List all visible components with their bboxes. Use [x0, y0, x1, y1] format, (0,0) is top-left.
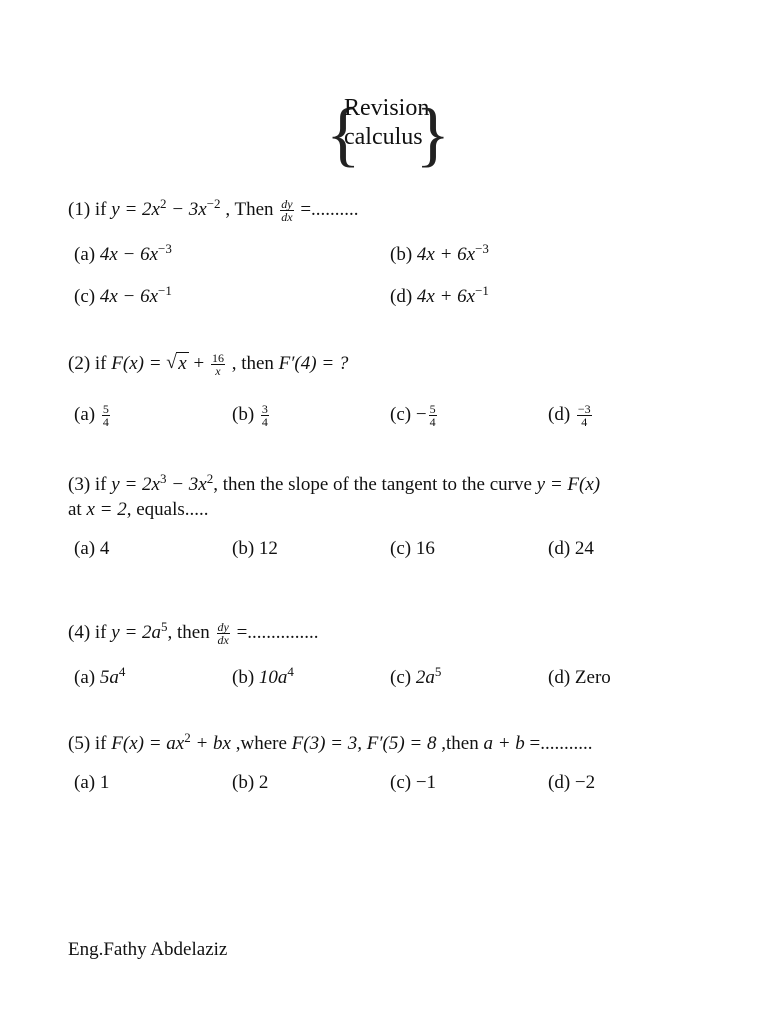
q5-then: ,then — [436, 733, 484, 754]
q2-option-c-fraction — [429, 403, 437, 428]
q2-option-a[interactable] — [74, 403, 112, 428]
q4-option-c-base: 2a — [415, 667, 435, 688]
q1-exp1: 2 — [159, 196, 167, 211]
q1-option-a-base: 4x − 6x — [99, 244, 159, 265]
q5-expr-b: + bx — [190, 733, 231, 754]
q3-exp2: 2 — [206, 471, 214, 486]
question-3-line-2 — [68, 498, 209, 522]
left-brace-icon: { — [326, 94, 361, 174]
q2-option-c-label: (c) — [390, 404, 416, 425]
q2-frac-num: 16 — [211, 351, 224, 366]
q4-option-b[interactable] — [232, 666, 294, 690]
q4-frac-den: dx — [217, 633, 229, 648]
q4-expr: y = 2a — [111, 622, 162, 643]
q1-option-c-label: (c) — [74, 286, 100, 307]
q4-option-a-exp: 4 — [118, 664, 126, 679]
q1-exp2: −2 — [206, 196, 221, 211]
title-line-2: calculus — [344, 124, 423, 150]
q2-option-b[interactable] — [232, 403, 271, 428]
q4-option-a-base: 5a — [99, 667, 119, 688]
q3-expr-b: − 3x — [166, 474, 207, 495]
q1-expr-b: − 3x — [166, 199, 207, 220]
worksheet-title — [326, 94, 450, 176]
q3-exp1: 3 — [159, 471, 167, 486]
q1-option-b[interactable] — [390, 243, 489, 267]
q5-cond: F(3) = 3, F′(5) = 8 — [291, 733, 437, 754]
q5-expr-a: F(x) = ax — [111, 733, 185, 754]
q1-option-b-base: 4x + 6x — [416, 244, 476, 265]
q1-option-c[interactable] — [74, 285, 172, 309]
q2-option-d-den: 4 — [577, 415, 592, 428]
q1-option-d[interactable] — [390, 285, 489, 309]
sqrt-icon — [166, 352, 188, 376]
q1-option-c-exp: −1 — [158, 283, 172, 298]
question-4 — [68, 621, 319, 646]
q3-option-c[interactable]: (c) 16 — [390, 538, 435, 559]
q1-suffix: =.......... — [295, 199, 359, 220]
q1-prefix: (1) if — [68, 199, 112, 220]
q2-option-d-label: (d) — [548, 404, 575, 425]
q1-option-a-exp: −3 — [158, 241, 172, 256]
q4-frac-num: dy — [217, 620, 229, 635]
q2-option-a-label: (a) — [74, 404, 100, 425]
q1-frac-den: dx — [281, 210, 293, 225]
q2-option-c-num: 5 — [429, 402, 436, 417]
q2-option-d-num: −3 — [577, 402, 591, 417]
q4-option-b-base: 10a — [258, 667, 288, 688]
author-name: Eng.Fathy Abdelaziz — [68, 939, 228, 960]
q3-option-d[interactable]: (d) 24 — [548, 538, 594, 559]
q3-expr-a: y = 2x — [111, 474, 160, 495]
q1-expr-a: y = 2x — [111, 199, 160, 220]
q1-then: , Then — [220, 199, 279, 220]
q5-prefix: (5) if — [68, 733, 112, 754]
q2-option-a-fraction — [102, 403, 110, 428]
question-1 — [68, 198, 359, 223]
q4-option-a[interactable] — [74, 666, 125, 690]
title-line-1: Revision — [344, 95, 430, 121]
q4-option-c-label: (c) — [390, 667, 416, 688]
q2-lhs: F(x) = — [111, 353, 167, 374]
question-5 — [68, 732, 593, 756]
q4-derivative-fraction — [217, 621, 230, 646]
q4-option-c[interactable] — [390, 666, 441, 690]
q2-then: , then — [226, 353, 279, 374]
q1-derivative-fraction — [280, 198, 293, 223]
q2-prefix: (2) if — [68, 353, 112, 374]
q2-rhs: F′(4) = ? — [278, 353, 349, 374]
q1-option-c-base: 4x − 6x — [99, 286, 159, 307]
q2-option-c-den: 4 — [429, 415, 436, 430]
q5-where: ,where — [230, 733, 292, 754]
q2-option-b-label: (b) — [232, 404, 259, 425]
q5-exp: 2 — [184, 730, 191, 745]
question-3 — [68, 473, 600, 497]
q1-option-a[interactable] — [74, 243, 172, 267]
q1-option-d-base: 4x + 6x — [416, 286, 476, 307]
q3-option-b[interactable]: (b) 12 — [232, 538, 278, 559]
q3-middle: , then the slope of the tangent to the curve — [213, 474, 537, 495]
q1-frac-num: dy — [281, 197, 293, 212]
right-brace-icon: } — [415, 94, 450, 174]
q2-option-a-den: 4 — [102, 415, 109, 430]
q5-ask: a + b — [483, 733, 525, 754]
q5-option-a[interactable]: (a) 1 — [74, 772, 110, 793]
q4-option-b-label: (b) — [232, 667, 259, 688]
q1-option-a-label: (a) — [74, 244, 100, 265]
q4-option-a-label: (a) — [74, 667, 100, 688]
q4-option-c-exp: 5 — [434, 664, 442, 679]
q2-option-b-num: 3 — [261, 402, 268, 417]
q5-option-c[interactable]: (c) −1 — [390, 772, 437, 793]
q4-exp: 5 — [161, 619, 168, 634]
q5-option-b[interactable]: (b) 2 — [232, 772, 269, 793]
q2-option-c-sign: − — [415, 404, 427, 425]
q3-line2-b: , equals..... — [126, 499, 209, 520]
q2-option-b-fraction — [261, 403, 269, 428]
q2-option-d[interactable] — [548, 403, 594, 428]
q4-then: , then — [167, 622, 215, 643]
q4-option-d[interactable] — [548, 666, 611, 690]
q1-option-b-label: (b) — [390, 244, 417, 265]
q2-option-a-num: 5 — [102, 402, 109, 417]
q1-option-d-label: (d) — [390, 286, 417, 307]
q2-option-c[interactable] — [390, 403, 439, 428]
q5-option-d[interactable]: (d) −2 — [548, 772, 596, 793]
q5-suffix: =........... — [524, 733, 593, 754]
q3-at: x = 2 — [86, 499, 127, 520]
q4-option-b-exp: 4 — [287, 664, 294, 679]
q1-option-d-exp: −1 — [475, 283, 489, 298]
q3-curve: y = F(x) — [536, 474, 601, 495]
q3-option-a[interactable]: (a) 4 — [74, 538, 110, 559]
q2-frac-den: x — [211, 364, 225, 377]
q2-radicand: x — [178, 353, 187, 374]
q4-prefix: (4) if — [68, 622, 112, 643]
q2-option-d-fraction — [577, 403, 592, 428]
q4-suffix: =............... — [231, 622, 319, 643]
q2-option-b-den: 4 — [261, 415, 268, 430]
q4-option-d-label: (d) — [548, 667, 575, 688]
q3-line2-a: at — [68, 499, 87, 520]
q2-fraction — [211, 352, 225, 377]
q2-plus: + — [188, 353, 209, 374]
q4-option-d-base: Zero — [574, 667, 611, 688]
q1-option-b-exp: −3 — [475, 241, 489, 256]
q3-prefix: (3) if — [68, 474, 112, 495]
question-2 — [68, 352, 348, 377]
